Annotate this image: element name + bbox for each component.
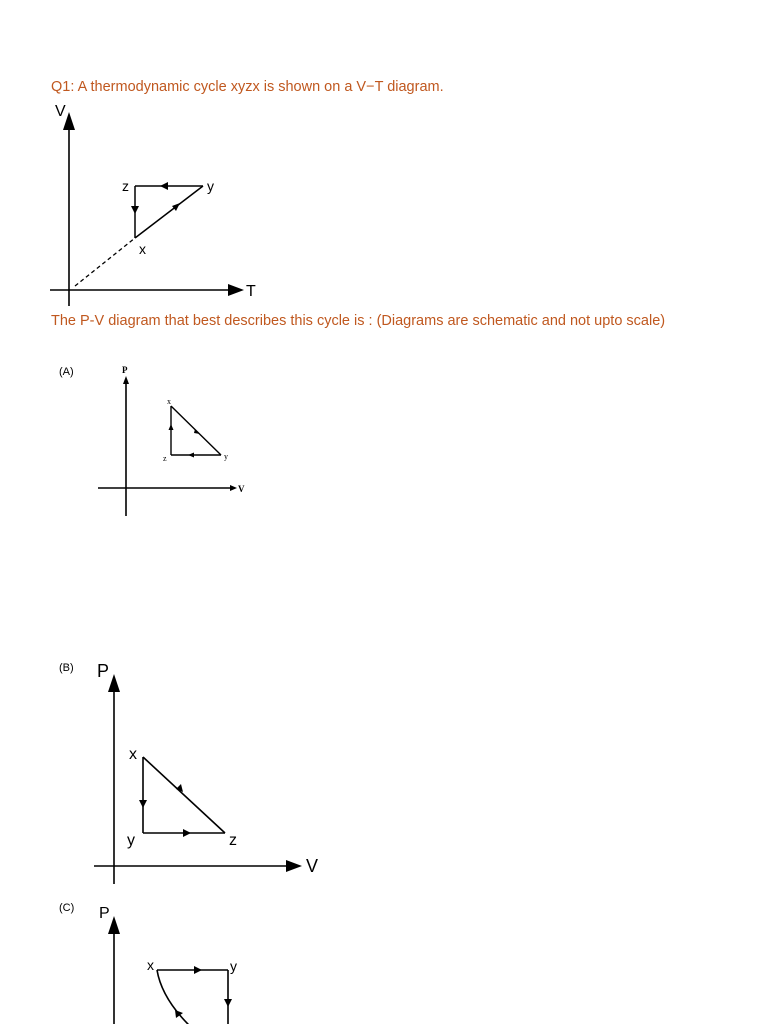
question-prompt: The P-V diagram that best describes this cycle is : (Diagrams are schematic and not upto scale) xyxy=(51,313,666,329)
option-c-point-x: x xyxy=(147,957,154,973)
vt-point-y: y xyxy=(207,178,214,194)
option-a-point-y: y xyxy=(224,452,228,461)
option-b-x-label: V xyxy=(306,856,319,876)
option-a-x-label: V xyxy=(238,484,245,494)
option-c-label[interactable]: (C) xyxy=(59,902,75,914)
vt-x-label: T xyxy=(246,283,256,300)
option-b-y-label: P xyxy=(97,661,110,681)
option-c-y-label: P xyxy=(99,905,110,922)
vt-y-label: V xyxy=(55,103,66,120)
option-a-label[interactable]: (A) xyxy=(59,366,74,378)
option-b-point-z: z xyxy=(229,832,237,849)
vt-point-z: z xyxy=(122,178,129,194)
option-b-label[interactable]: (B) xyxy=(59,662,74,674)
vt-point-x: x xyxy=(139,241,146,257)
option-b-point-y: y xyxy=(127,832,135,849)
option-a-point-z: z xyxy=(163,454,167,463)
option-c-point-y: y xyxy=(230,958,237,974)
option-a-point-x: x xyxy=(167,397,171,406)
option-a-y-label: P xyxy=(122,365,128,375)
question-title: Q1: A thermodynamic cycle xyzx is shown on a V−T diagram. xyxy=(51,79,444,95)
option-b-point-x: x xyxy=(129,746,137,763)
